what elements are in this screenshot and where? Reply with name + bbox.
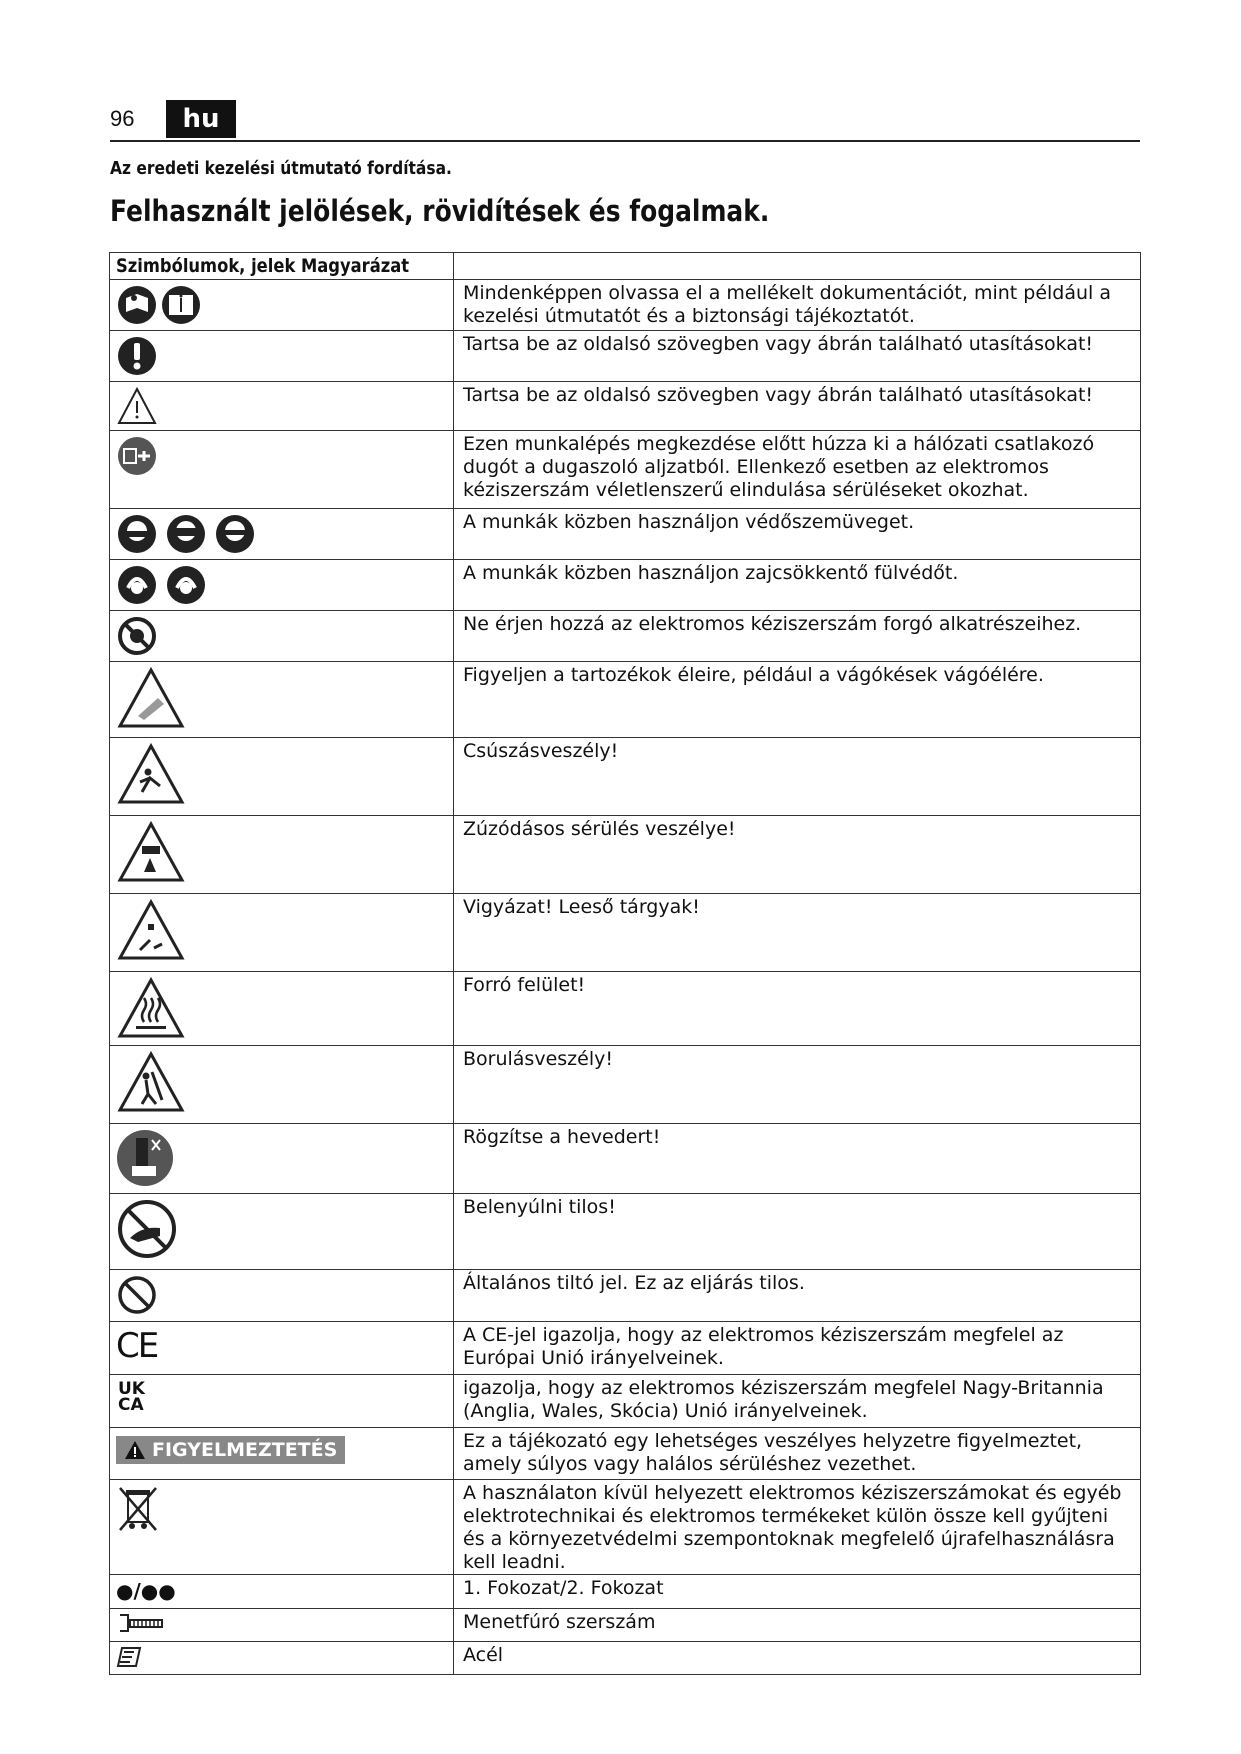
- row-description: Belenyúlni tilos!: [454, 1194, 1141, 1270]
- stage-dots-icon: ●/●●: [116, 1579, 176, 1603]
- row-description: Vigyázat! Leeső tárgyak!: [454, 894, 1141, 972]
- language-tag: hu: [166, 100, 236, 138]
- sharp-edge-warning-icon: [116, 666, 186, 730]
- table-row: [110, 382, 1141, 431]
- row-description: 1. Fokozat/2. Fokozat: [454, 1575, 1141, 1609]
- table-row: [110, 1124, 1141, 1194]
- ukca-mark-icon: UK CA: [118, 1379, 145, 1415]
- unplug-icon: [116, 435, 158, 477]
- weee-bin-icon: [116, 1484, 160, 1532]
- table-row: [110, 611, 1141, 662]
- table-row: [110, 331, 1141, 382]
- table-row: [110, 560, 1141, 611]
- table-row: [110, 1194, 1141, 1270]
- row-description: A használaton kívül helyezett elektromos kéziszerszámokat és egyéb elektrotechnikai és elektromos termékeket külön össze kell gyűjteni és a környezetvédelmi szempontoknak megfelelő újrafelhasználásra kell leadni.: [454, 1480, 1141, 1575]
- page-header: [110, 100, 1140, 142]
- table-row: [110, 894, 1141, 972]
- document-subtitle: Az eredeti kezelési útmutató fordítása.: [110, 158, 452, 179]
- row-description: Csúszásveszély!: [454, 738, 1141, 816]
- read-manual-icon: [116, 284, 202, 326]
- table-header: Szimbólumok, jelek Magyarázat: [110, 253, 454, 280]
- table-row: [110, 1270, 1141, 1322]
- falling-objects-icon: [116, 898, 186, 962]
- row-description: Rögzítse a hevedert!: [454, 1124, 1141, 1194]
- row-description: Figyeljen a tartozékok éleire, például a vágókések vágóélére.: [454, 662, 1141, 738]
- table-row: [110, 1375, 1141, 1428]
- prohibition-icon: [116, 1274, 158, 1316]
- no-reach-in-icon: [116, 1198, 178, 1260]
- no-touch-rotating-icon: [116, 615, 158, 657]
- table-row: [110, 662, 1141, 738]
- warning-badge-icon: FIGYELMEZTETÉS: [116, 1436, 345, 1464]
- table-row: [110, 280, 1141, 331]
- ear-protection-icon: [116, 564, 208, 606]
- tap-tool-icon: [116, 1611, 166, 1635]
- row-description: Borulásveszély!: [454, 1046, 1141, 1124]
- table-row: [110, 972, 1141, 1046]
- row-description: Menetfúró szerszám: [454, 1609, 1141, 1642]
- table-row: [110, 1046, 1141, 1124]
- row-description: Ez a tájékozató egy lehetséges veszélyes helyzetre figyelmeztet, amely súlyos vagy halálos sérüléshez vezethet.: [454, 1428, 1141, 1480]
- row-description: Forró felület!: [454, 972, 1141, 1046]
- table-row: [110, 1575, 1141, 1609]
- row-description: Tartsa be az oldalsó szövegben vagy ábrán található utasításokat!: [454, 331, 1141, 382]
- row-description: A munkák közben használjon védőszemüveget.: [454, 509, 1141, 560]
- crush-warning-icon: [116, 820, 186, 884]
- warning-triangle-small-icon: [124, 1440, 146, 1460]
- row-description: Ne érjen hozzá az elektromos kéziszerszám forgó alkatrészeihez.: [454, 611, 1141, 662]
- ce-mark-icon: CE: [116, 1326, 158, 1366]
- mandatory-exclamation-icon: [116, 335, 158, 377]
- row-description: Általános tiltó jel. Ez az eljárás tilos.: [454, 1270, 1141, 1322]
- table-row: [110, 738, 1141, 816]
- row-description: Tartsa be az oldalsó szövegben vagy ábrán található utasításokat!: [454, 382, 1141, 431]
- row-description: A CE-jel igazolja, hogy az elektromos kéziszerszám megfelel az Európai Unió irányelveinek.: [454, 1322, 1141, 1375]
- table-row: [110, 1642, 1141, 1675]
- row-description: Mindenképpen olvassa el a mellékelt dokumentációt, mint például a kezelési útmutatót és a biztonsági tájékoztatót.: [454, 280, 1141, 331]
- page-number: 96: [110, 106, 135, 131]
- row-description: A munkák közben használjon zajcsökkentő fülvédőt.: [454, 560, 1141, 611]
- row-description: Acél: [454, 1642, 1141, 1675]
- table-row: [110, 1428, 1141, 1480]
- steel-icon: [116, 1644, 146, 1670]
- page-title: Felhasznált jelölések, rövidítések és fogalmak.: [110, 194, 770, 228]
- table-row: [110, 1609, 1141, 1642]
- row-description: Ezen munkalépés megkezdése előtt húzza ki a hálózati csatlakozó dugót a dugaszoló aljzatból. Ellenkező esetben az elektromos kéziszerszám véletlenszerű elindulása sérüléseket okozhat.: [454, 431, 1141, 509]
- fasten-belt-icon: [116, 1128, 174, 1188]
- eye-protection-icon: [116, 513, 256, 555]
- slip-warning-icon: [116, 742, 186, 806]
- row-description: Zúzódásos sérülés veszélye!: [454, 816, 1141, 894]
- table-row: [110, 816, 1141, 894]
- table-row: [110, 1322, 1141, 1375]
- hot-surface-icon: [116, 976, 186, 1040]
- table-row: [110, 1480, 1141, 1575]
- tipping-warning-icon: [116, 1050, 186, 1114]
- table-row: [110, 509, 1141, 560]
- symbols-table: [109, 252, 1141, 1675]
- row-description: igazolja, hogy az elektromos kéziszerszám megfelel Nagy-Britannia (Anglia, Wales, Skócia) Unió irányelveinek.: [454, 1375, 1141, 1428]
- warning-triangle-icon: [116, 386, 158, 426]
- table-header-row: [110, 253, 1141, 280]
- table-row: [110, 431, 1141, 509]
